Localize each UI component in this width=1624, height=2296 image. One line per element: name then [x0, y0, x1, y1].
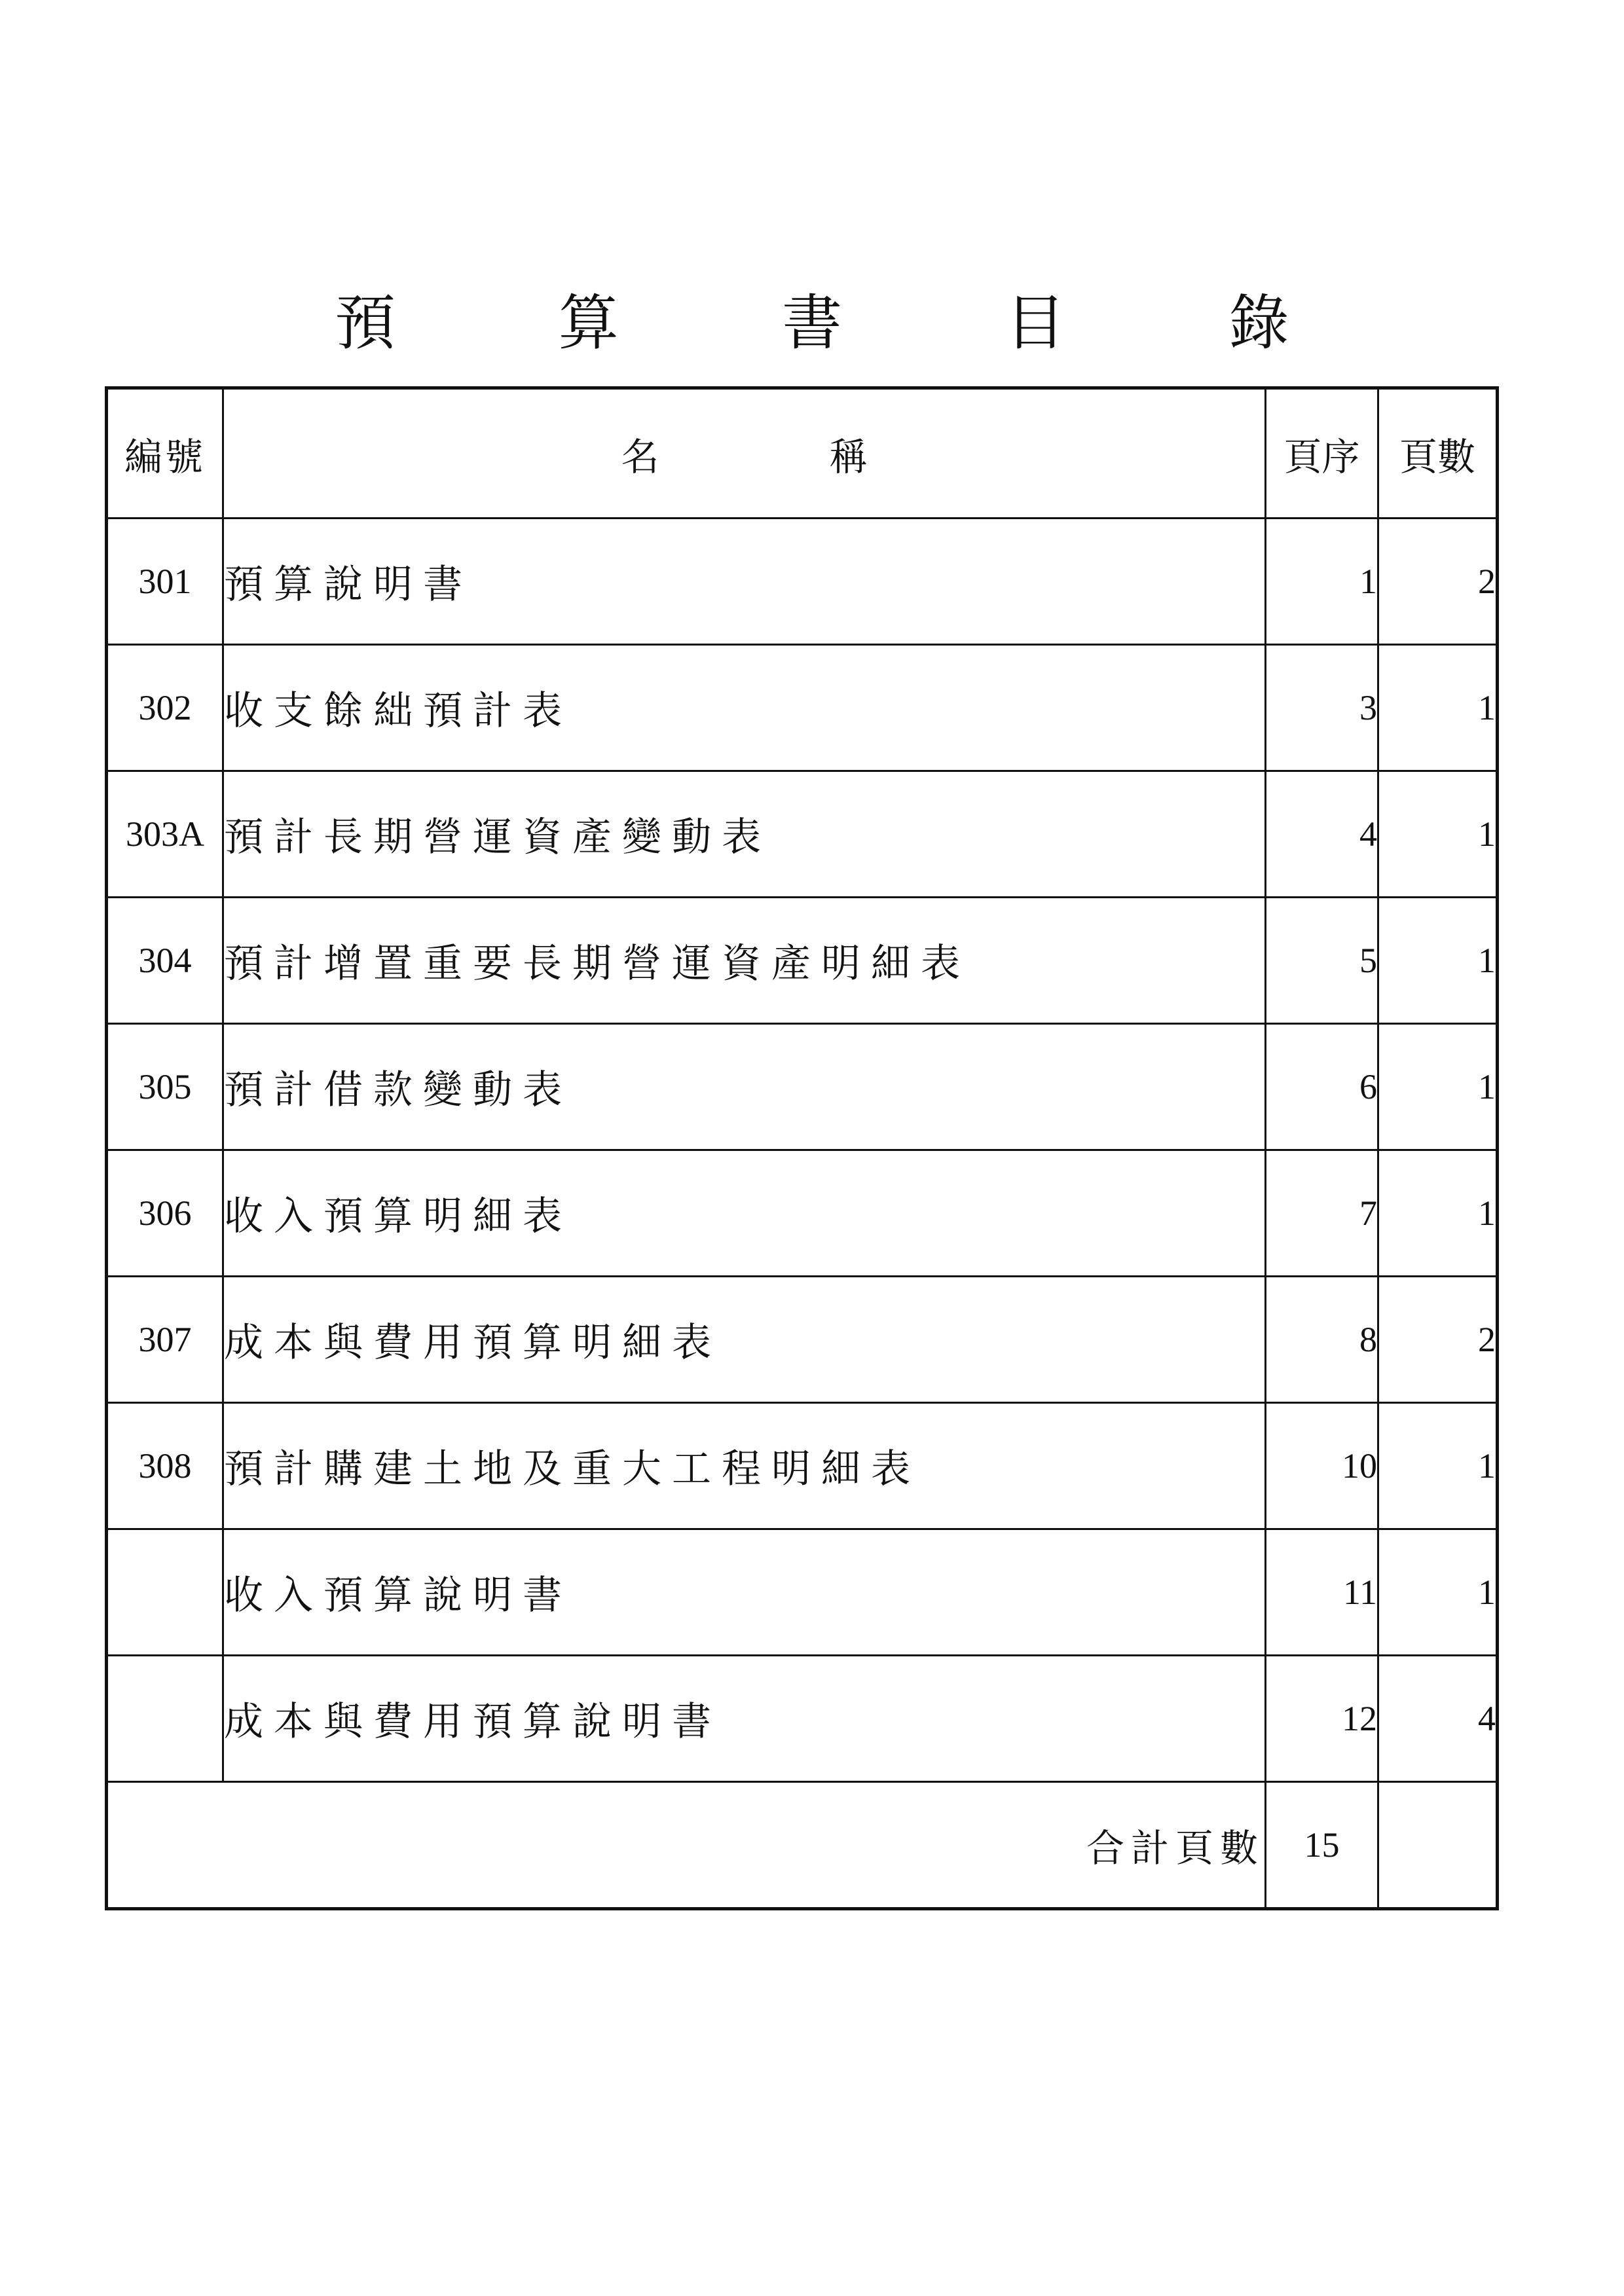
- row-name: 成本與費用預算說明書: [223, 1656, 1266, 1782]
- row-seq: 4: [1266, 771, 1378, 898]
- row-code: 306: [107, 1150, 223, 1277]
- row-code: 302: [107, 645, 223, 771]
- row-count: 4: [1378, 1656, 1498, 1782]
- row-count: 2: [1378, 519, 1498, 645]
- row-name: 收入預算明細表: [223, 1150, 1266, 1277]
- row-name: 收支餘絀預計表: [223, 645, 1266, 771]
- total-seq: 15: [1266, 1782, 1378, 1909]
- row-count: 1: [1378, 1024, 1498, 1150]
- row-name: 預計購建土地及重大工程明細表: [223, 1403, 1266, 1529]
- row-code: [107, 1529, 223, 1656]
- table-row: [107, 771, 1498, 898]
- row-seq: 8: [1266, 1277, 1378, 1403]
- toc-table: [105, 386, 1499, 1910]
- table-row: [107, 1024, 1498, 1150]
- header-code: 編號: [107, 388, 223, 519]
- table-row: [107, 1150, 1498, 1277]
- row-seq: 3: [1266, 645, 1378, 771]
- row-code: 303A: [107, 771, 223, 898]
- page-title: 預 算 書 目 錄: [335, 288, 1361, 358]
- row-count: 1: [1378, 898, 1498, 1024]
- row-name: 收入預算說明書: [223, 1529, 1266, 1656]
- row-code: 308: [107, 1403, 223, 1529]
- table-row: [107, 1529, 1498, 1656]
- table-row: [107, 898, 1498, 1024]
- row-name: 預計增置重要長期營運資產明細表: [223, 898, 1266, 1024]
- header-name: [223, 388, 1266, 519]
- header-count: 頁數: [1378, 388, 1498, 519]
- row-name: 預計借款變動表: [223, 1024, 1266, 1150]
- header-row: [107, 388, 1498, 519]
- row-seq: 12: [1266, 1656, 1378, 1782]
- total-count: [1378, 1782, 1498, 1909]
- row-code: 307: [107, 1277, 223, 1403]
- row-name: 預算說明書: [223, 519, 1266, 645]
- row-code: 304: [107, 898, 223, 1024]
- row-seq: 11: [1266, 1529, 1378, 1656]
- table-row: [107, 645, 1498, 771]
- row-seq: 6: [1266, 1024, 1378, 1150]
- row-seq: 7: [1266, 1150, 1378, 1277]
- table-row: [107, 1277, 1498, 1403]
- header-name-left: 名: [621, 434, 659, 479]
- table-row: [107, 1403, 1498, 1529]
- row-seq: 5: [1266, 898, 1378, 1024]
- header-seq: 頁序: [1266, 388, 1378, 519]
- row-count: 1: [1378, 1529, 1498, 1656]
- row-count: 1: [1378, 771, 1498, 898]
- row-name: 預計長期營運資產變動表: [223, 771, 1266, 898]
- row-count: 1: [1378, 645, 1498, 771]
- table-row: [107, 1656, 1498, 1782]
- table-row: [107, 519, 1498, 645]
- row-name: 成本與費用預算明細表: [223, 1277, 1266, 1403]
- row-code: 305: [107, 1024, 223, 1150]
- total-row: [107, 1782, 1498, 1909]
- row-count: 2: [1378, 1277, 1498, 1403]
- total-label: 合計頁數: [107, 1782, 1266, 1909]
- row-code: [107, 1656, 223, 1782]
- row-seq: 10: [1266, 1403, 1378, 1529]
- row-code: 301: [107, 519, 223, 645]
- header-name-right: 稱: [829, 434, 868, 479]
- row-count: 1: [1378, 1403, 1498, 1529]
- row-seq: 1: [1266, 519, 1378, 645]
- row-count: 1: [1378, 1150, 1498, 1277]
